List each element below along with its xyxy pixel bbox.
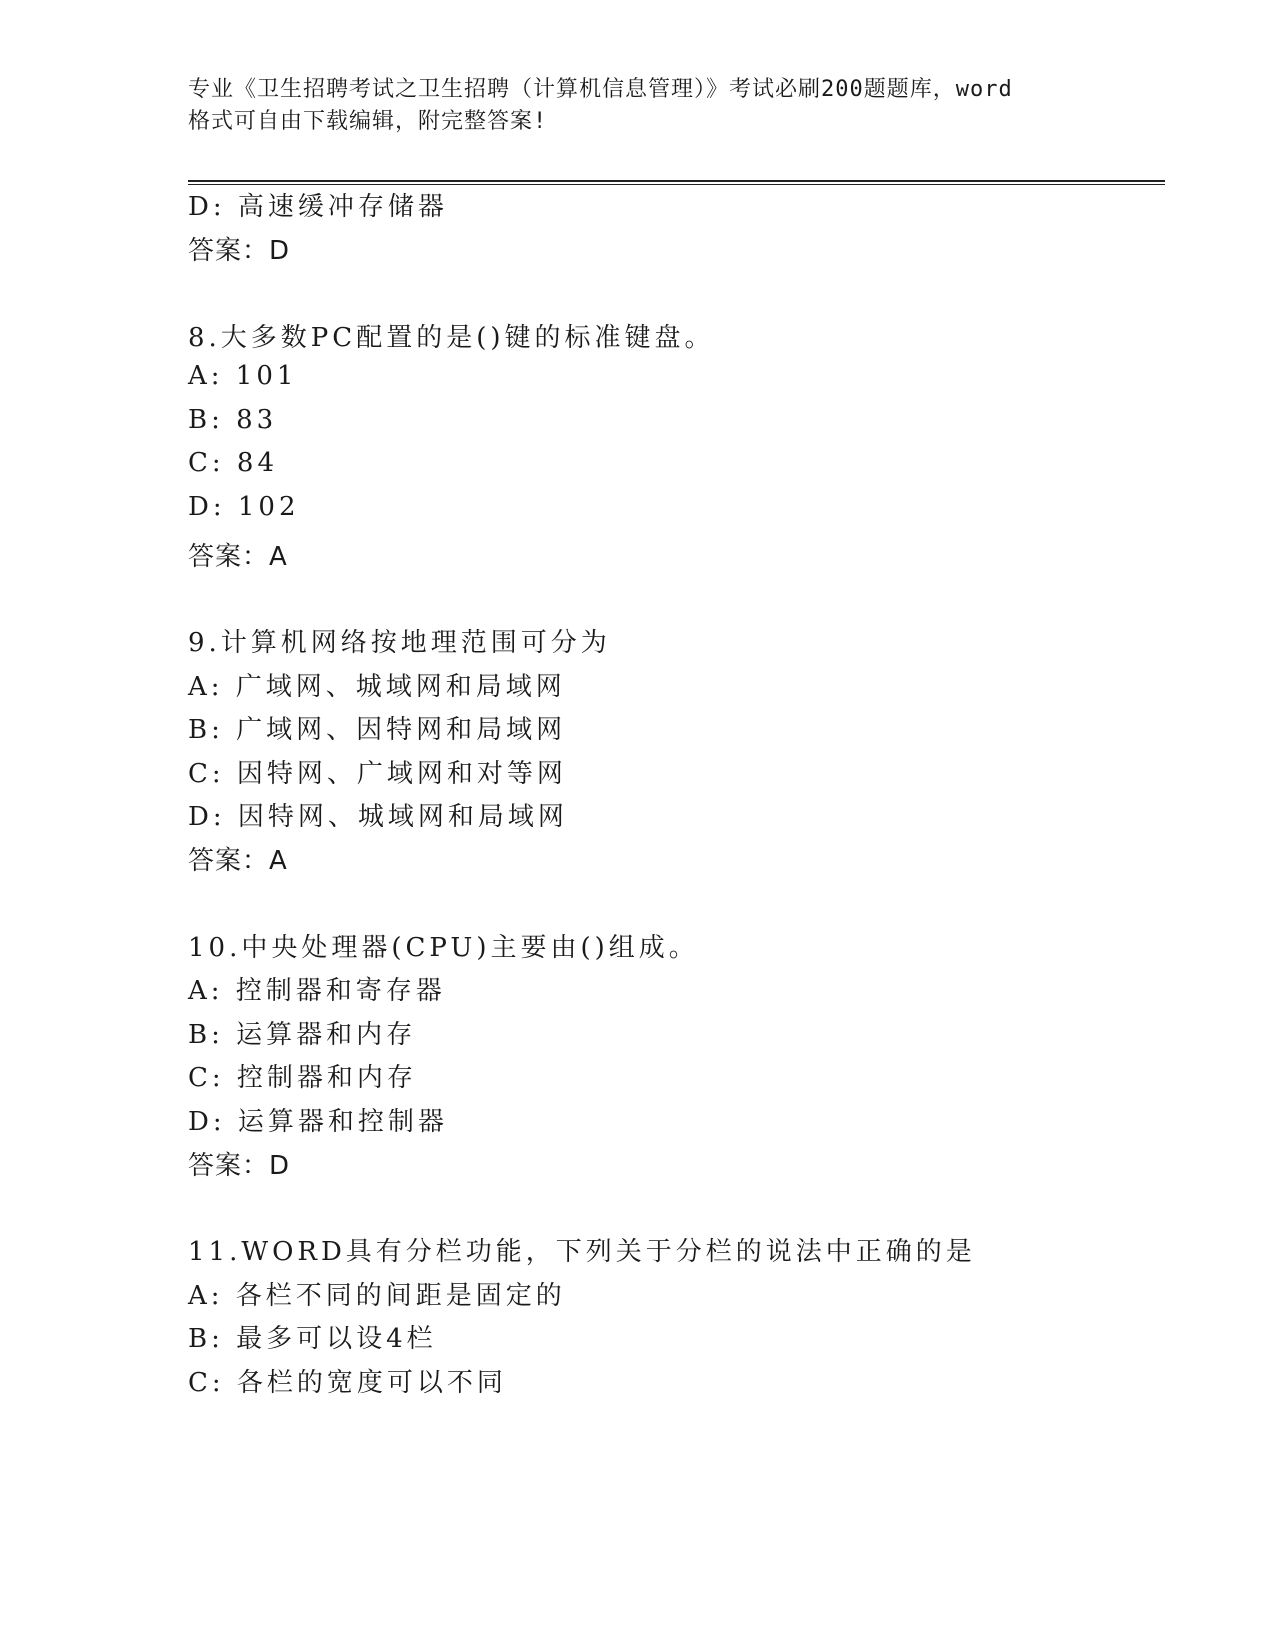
question-8-option-c: C: 84 — [188, 448, 279, 478]
header-line-1: 专业《卫生招聘考试之卫生招聘（计算机信息管理）》考试必刷200题题库，word — [188, 77, 1013, 102]
question-9-option-a: A: 广域网、城域网和局域网 — [188, 672, 566, 702]
question-9-answer: 答案：A — [188, 846, 288, 876]
prev-option-d: D: 高速缓冲存储器 — [188, 192, 448, 222]
prev-answer: 答案：D — [188, 236, 291, 266]
header-divider-thin — [188, 184, 1165, 185]
question-10-answer: 答案：D — [188, 1151, 291, 1181]
question-10-option-d: D: 运算器和控制器 — [188, 1107, 448, 1137]
question-8-stem: 8.大多数PC配置的是()键的标准键盘。 — [188, 323, 715, 353]
question-9-option-c: C: 因特网、广域网和对等网 — [188, 759, 567, 789]
question-8-answer: 答案：A — [188, 542, 288, 572]
question-10-stem: 10.中央处理器(CPU)主要由()组成。 — [188, 933, 699, 963]
question-10-option-a: A: 控制器和寄存器 — [188, 976, 446, 1006]
header-divider-thick — [188, 180, 1165, 182]
question-8-option-a: A: 101 — [188, 361, 298, 391]
question-9-stem: 9.计算机网络按地理范围可分为 — [188, 628, 611, 658]
question-10-option-b: B: 运算器和内存 — [188, 1020, 417, 1050]
question-9-option-b: B: 广域网、因特网和局域网 — [188, 715, 567, 745]
question-9-option-d: D: 因特网、城域网和局域网 — [188, 802, 568, 832]
header-line-2: 格式可自由下载编辑，附完整答案! — [188, 109, 548, 134]
question-8-option-d: D: 102 — [188, 492, 300, 522]
question-10-option-c: C: 控制器和内存 — [188, 1063, 417, 1093]
question-11-option-c: C: 各栏的宽度可以不同 — [188, 1368, 507, 1398]
question-11-option-a: A: 各栏不同的间距是固定的 — [188, 1281, 566, 1311]
question-8-option-b: B: 83 — [188, 405, 278, 435]
question-11-stem: 11.WORD具有分栏功能，下列关于分栏的说法中正确的是 — [188, 1237, 976, 1267]
question-11-option-b: B: 最多可以设4栏 — [188, 1324, 437, 1354]
document-header — [188, 74, 1088, 138]
